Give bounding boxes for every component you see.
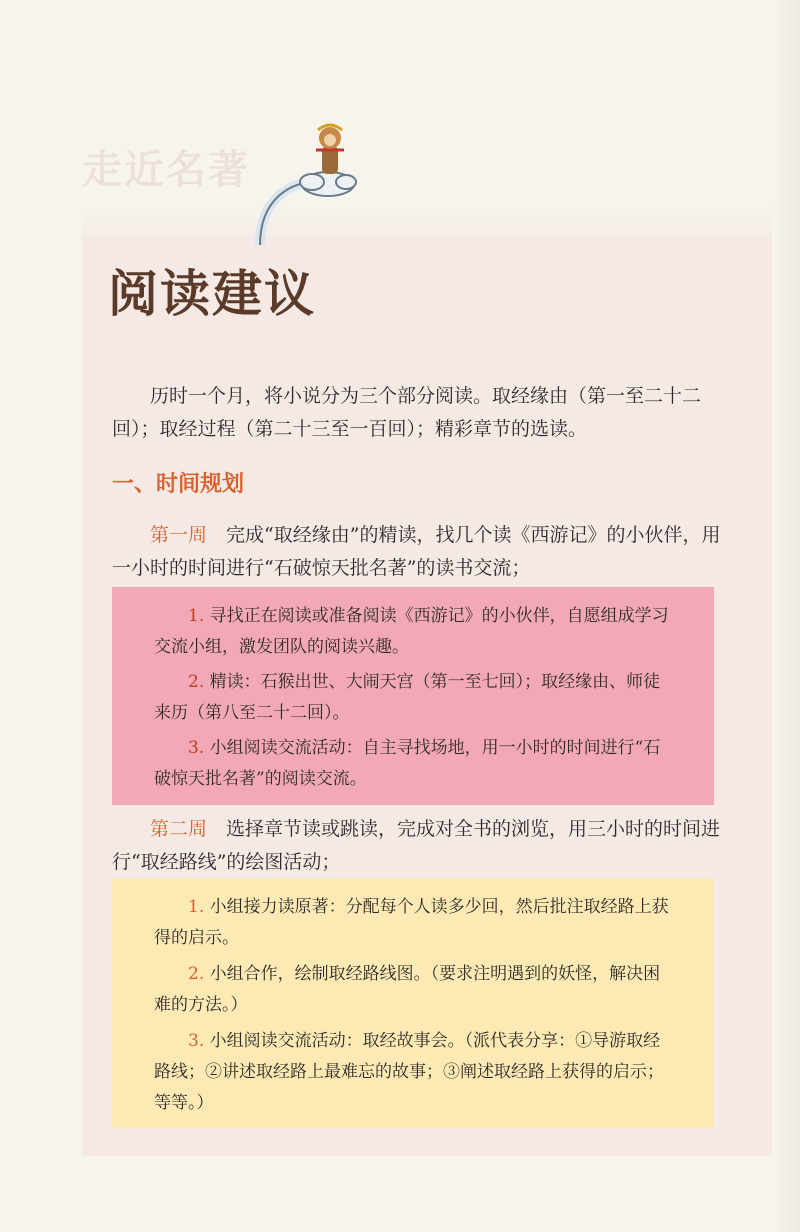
list-item [112,892,714,954]
monkey-on-cloud-icon [250,110,380,250]
section-heading-time-plan: 一、时间规划 [112,471,245,497]
week2-text: 选择章节读或跳读，完成对全书的浏览，用三小时的时间进行“取经路线”的绘图活动； [112,818,721,873]
week2-task-box [112,878,714,1128]
item-number: 2. [188,672,205,692]
item-number: 1. [188,897,205,917]
item-text: 小组接力读原著：分配每个人读多少回，然后批注取经路上获得的启示。 [154,897,669,948]
faint-column-title: 走近名著 [82,146,250,193]
page-title: 阅读建议 [108,264,316,323]
item-text: 精读：石猴出世、大闹天宫（第一至七回）；取经缘由、师徒来历（第八至二十二回）。 [154,672,661,723]
item-text: 小组阅读交流活动：自主寻找场地，用一小时的时间进行“石破惊天批名著”的阅读交流。 [154,738,661,789]
week2-label: 第二周 [150,818,208,840]
list-item [112,601,714,663]
item-text: 小组阅读交流活动：取经故事会。（派代表分享：①导游取经路线；②讲述取经路上最难忘的故事；③阐述取经路上获得的启示；等等。） [154,1031,664,1113]
item-number: 2. [188,964,205,984]
item-number: 3. [188,1031,205,1051]
item-number: 1. [188,606,205,626]
list-item [112,1026,714,1119]
item-number: 3. [188,738,205,758]
week1-text: 完成“取经缘由”的精读，找几个读《西游记》的小伙伴，用一小时的时间进行“石破惊天批名著”的读书交流； [112,524,721,579]
list-item [112,959,714,1021]
intro-paragraph: 历时一个月，将小说分为三个部分阅读。取经缘由（第一至二十二回）；取经过程（第二十三至一百回）；精彩章节的选读。 [112,385,702,440]
week1-paragraph [112,519,722,585]
week1-label: 第一周 [150,524,208,546]
list-item [112,733,714,795]
item-text: 寻找正在阅读或准备阅读《西游记》的小伙伴，自愿组成学习交流小组，激发团队的阅读兴趣。 [154,606,669,657]
item-text: 小组合作，绘制取经路线图。（要求注明遇到的妖怪，解决困难的方法。） [154,964,661,1015]
page-edge-shadow [772,0,800,1232]
week1-task-box [112,587,714,805]
list-item [112,667,714,729]
week2-paragraph [112,813,722,879]
